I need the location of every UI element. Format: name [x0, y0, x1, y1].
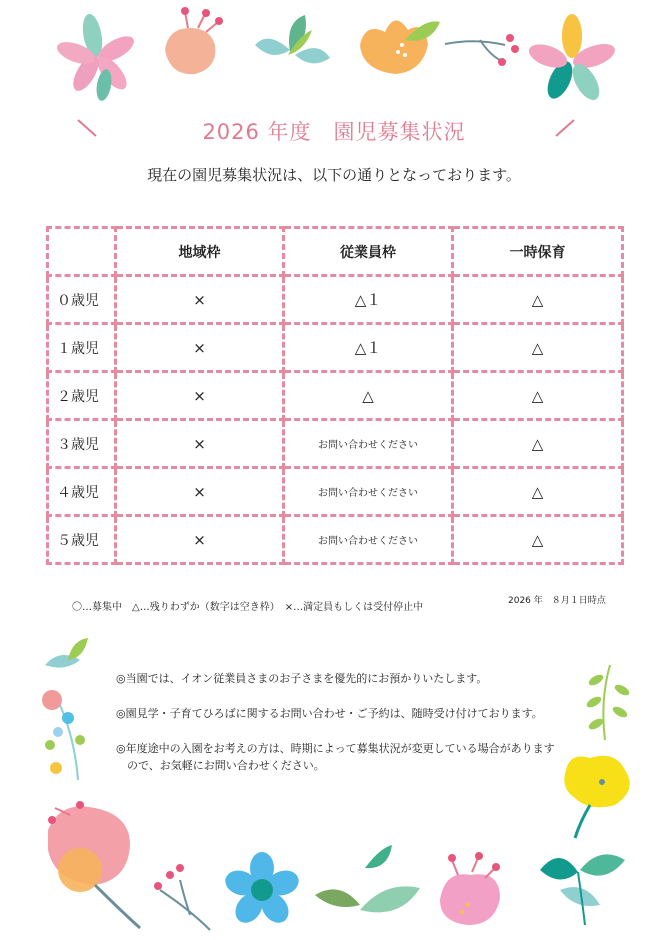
region-cell: × [116, 324, 284, 372]
age-cell: ０歳児 [48, 276, 116, 324]
age-cell: ４歳児 [48, 468, 116, 516]
page-title: 2026 年度 園児募集状況 [202, 120, 466, 144]
employee-cell: △１ [284, 324, 453, 372]
small-leaves-icon [45, 638, 88, 668]
pink-flower-icon [440, 852, 500, 925]
note-item: ◎当園では、イオン従業員さまのお子さまを優先的にお預かりいたします。 [116, 672, 488, 685]
berry-twig-icon [445, 34, 519, 66]
temporary-cell: △ [453, 516, 623, 564]
employee-cell: △ [284, 372, 453, 420]
recruitment-status-table [46, 226, 624, 565]
table-row [48, 420, 623, 468]
temporary-cell: △ [453, 468, 623, 516]
table-row [48, 372, 623, 420]
note-item: ◎園見学・子育てひろばに関するお問い合わせ・ご予約は、随時受け付けております。 [116, 707, 543, 720]
region-cell: × [116, 276, 284, 324]
employee-cell: お問い合わせください [284, 516, 453, 564]
age-cell: ５歳児 [48, 516, 116, 564]
dot-flower-sprig-icon [42, 690, 85, 780]
temporary-cell: △ [453, 372, 623, 420]
table-header-row [48, 228, 623, 276]
berry-sprig-icon [154, 864, 210, 930]
table-row [48, 516, 623, 564]
employee-cell: △１ [284, 276, 453, 324]
as-of-date: 2026 年 ８月１日時点 [508, 596, 606, 606]
peach-flower-icon [165, 7, 223, 74]
header-region-quota: 地域枠 [116, 228, 284, 276]
age-cell: １歳児 [48, 324, 116, 372]
green-leaves-icon [255, 15, 330, 63]
fern-sprig-icon [585, 665, 631, 740]
note-item: ◎年度途中の入園をお考えの方は、時期によって募集状況が変更している場合があります ので、お気軽にお問い合わせください。 [116, 742, 555, 772]
region-cell: × [116, 372, 284, 420]
teal-leaves-icon [540, 854, 625, 925]
region-cell: × [116, 516, 284, 564]
age-cell: ２歳児 [48, 372, 116, 420]
blue-flower-icon [222, 852, 302, 928]
temporary-cell: △ [453, 276, 623, 324]
region-cell: × [116, 420, 284, 468]
pinwheel-flower-icon [54, 12, 138, 102]
table-row [48, 468, 623, 516]
header-temporary-care: 一時保育 [453, 228, 623, 276]
subtitle: 現在の園児募集状況は、以下の通りとなっております。 [147, 166, 521, 184]
temporary-cell: △ [453, 420, 623, 468]
header-age [48, 228, 116, 276]
employee-cell: お問い合わせください [284, 420, 453, 468]
employee-cell: お問い合わせください [284, 468, 453, 516]
notes-section [116, 670, 576, 792]
age-cell: ３歳児 [48, 420, 116, 468]
legend-text: 〇…募集中 △…残りわずか（数字は空き枠） ×…満定員もしくは受付停止中 [72, 602, 424, 613]
table-row [48, 324, 623, 372]
region-cell: × [116, 468, 284, 516]
table-row [48, 276, 623, 324]
tulip-icon [360, 20, 440, 74]
pinwheel-flower-icon [526, 14, 618, 104]
temporary-cell: △ [453, 324, 623, 372]
green-leaf-pair-icon [315, 845, 420, 912]
header-employee-quota: 従業員枠 [284, 228, 453, 276]
big-pink-flower-icon [48, 801, 140, 928]
